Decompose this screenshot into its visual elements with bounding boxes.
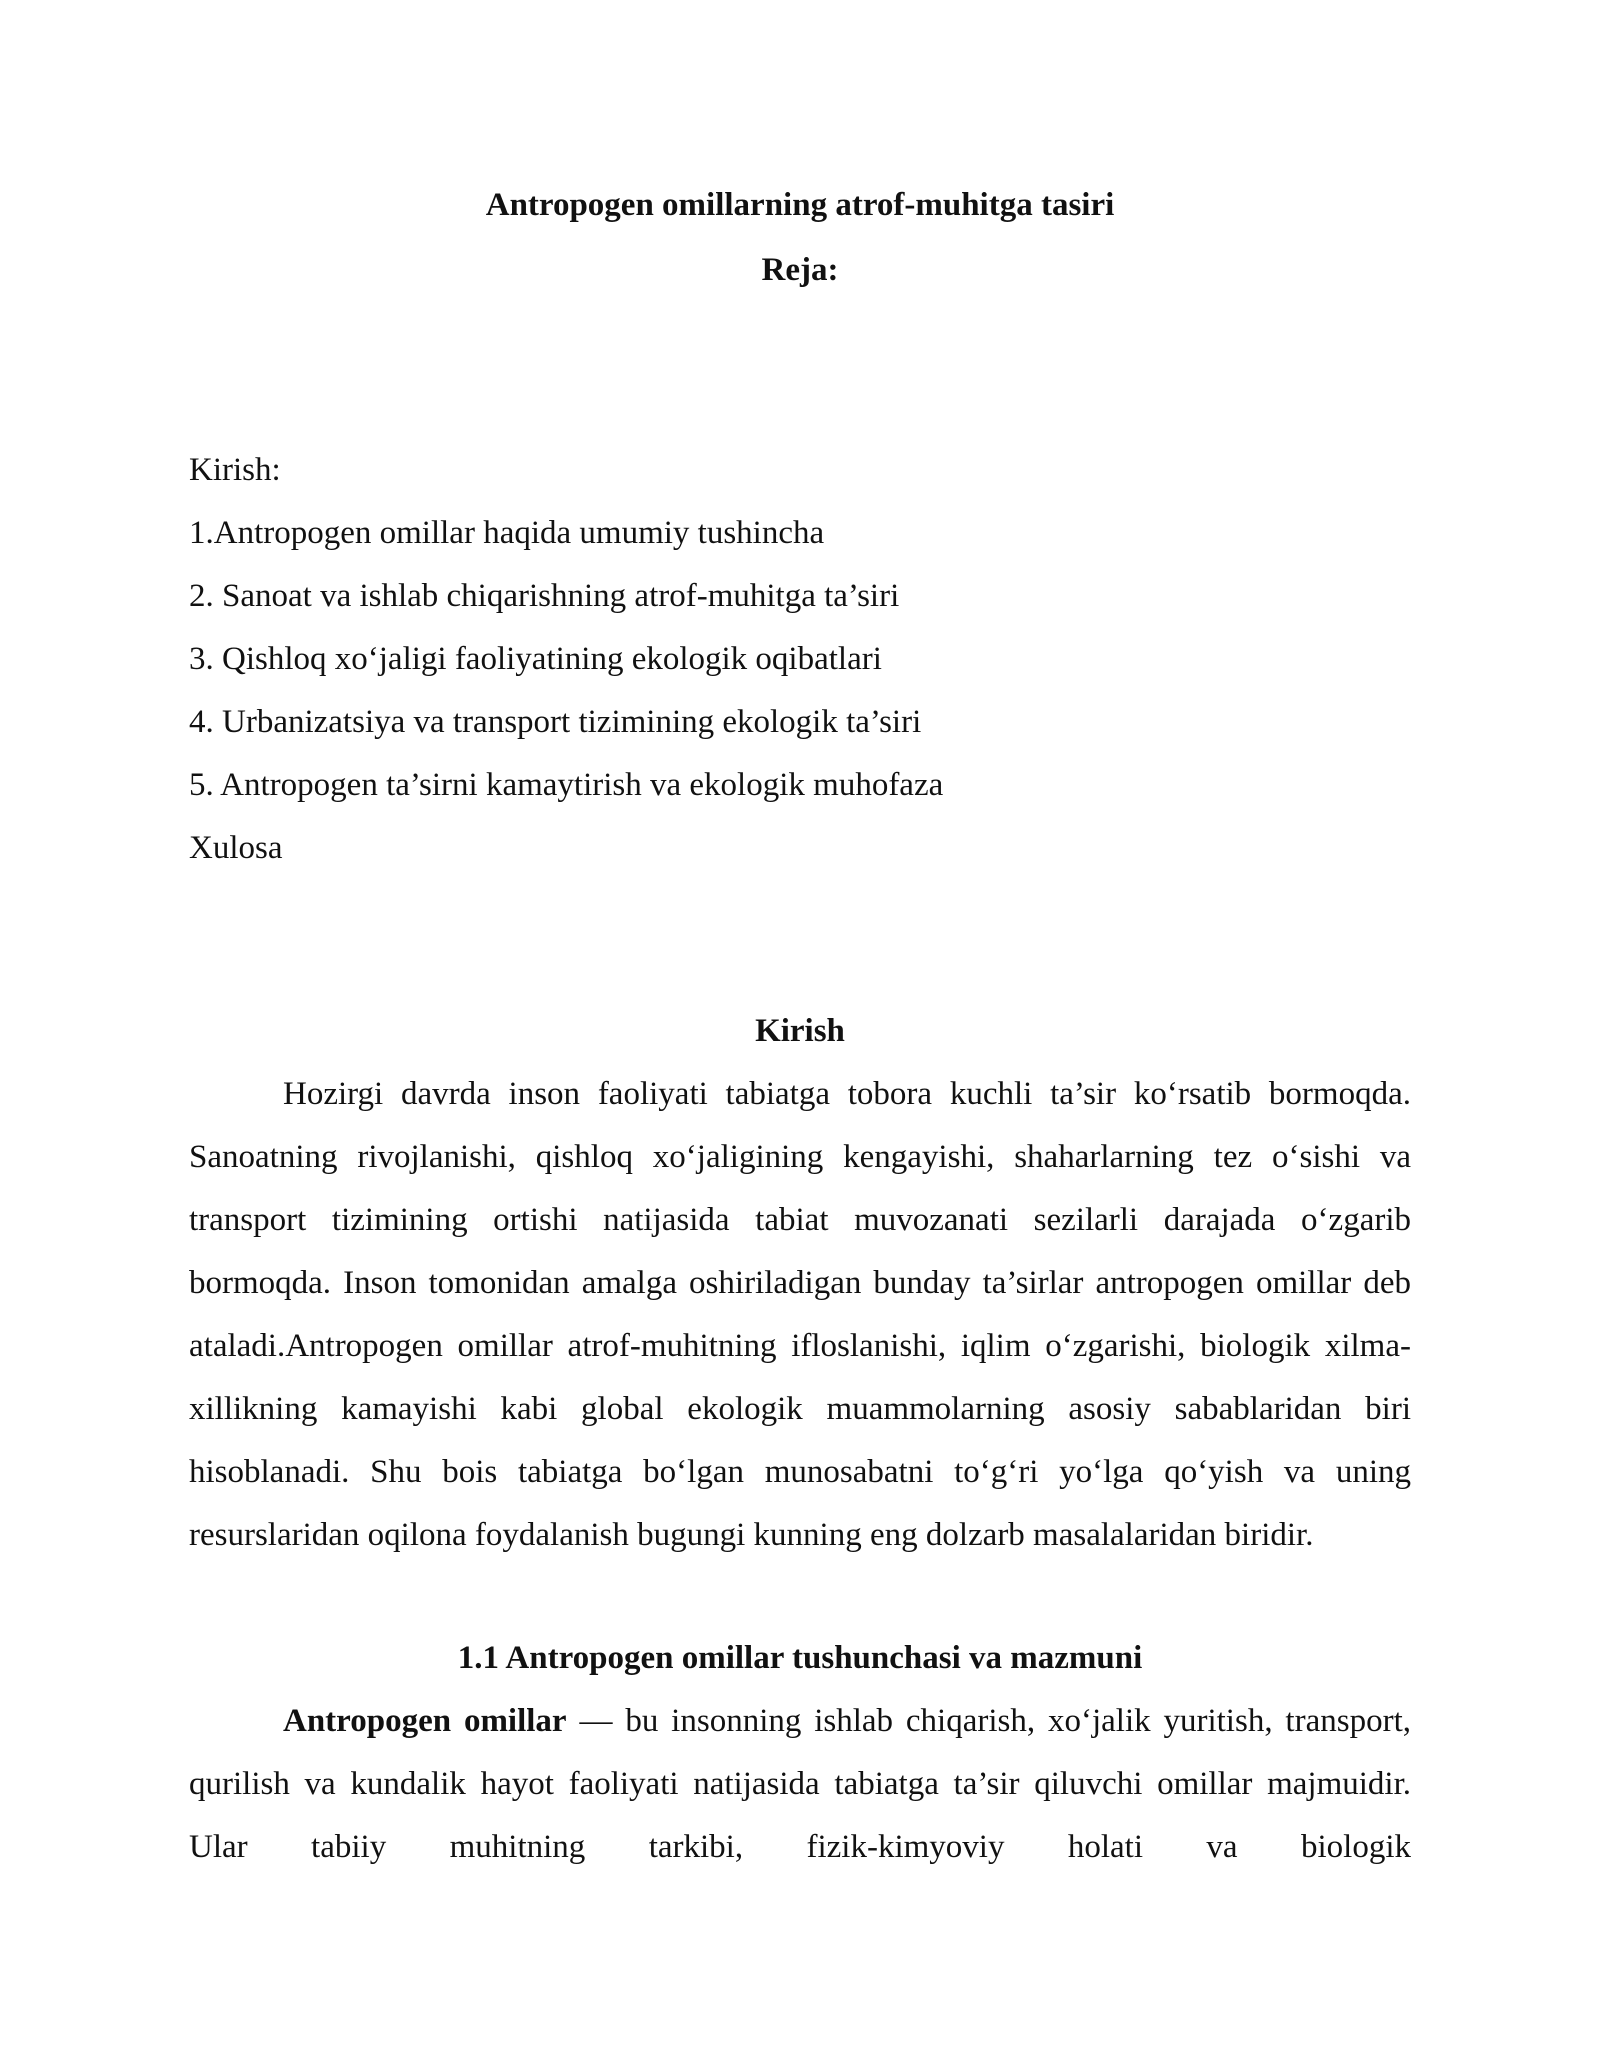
plan-item-5: 5. Antropogen ta’sirni kamaytirish va ekologik muhofaza — [189, 767, 944, 803]
section-1-1-body — [189, 1690, 1411, 1879]
plan-item-2: 2. Sanoat va ishlab chiqarishning atrof-muhitga ta’siri — [189, 578, 900, 614]
plan-item-1: 1.Antropogen omillar haqida umumiy tushincha — [189, 515, 825, 551]
plan-item-4: 4. Urbanizatsiya va transport tizimining ekologik ta’siri — [189, 704, 922, 740]
plan-list — [189, 439, 1409, 880]
document-title: Antropogen omillarning atrof-muhitga tasiri — [485, 187, 1115, 223]
section-1-1-heading: 1.1 Antropogen omillar tushunchasi va mazmuni — [457, 1640, 1143, 1676]
intro-heading: Kirish — [755, 1013, 845, 1049]
plan-heading: Reja: — [761, 252, 839, 288]
section-1-1-paragraph — [189, 1690, 1411, 1879]
section-1-1-text: — bu insonning ishlab chiqarish, xo‘jalik yuritish, transport, qurilish va kundalik hayot faoliyati natijasida tabiatga ta’sir qiluvchi omillar majmuidir. Ular tabiiy muhitning tarkibi, fizik-kimyoviy holati va biologik — [189, 1703, 1411, 1865]
term-antropogen-omillar: Antropogen omillar — [283, 1703, 567, 1739]
intro-section — [189, 1063, 1411, 1567]
plan-item-3: 3. Qishloq xo‘jaligi faoliyatining ekologik oqibatlari — [189, 641, 882, 677]
plan-item-intro: Kirish: — [189, 452, 281, 488]
intro-paragraph: Hozirgi davrda inson faoliyati tabiatga tobora kuchli ta’sir ko‘rsatib bormoqda. Sanoatning rivojlanishi, qishloq xo‘jaligining kengayishi, shaharlarning tez o‘sishi va transport tizimining ortishi natijasida tabiat muvozanati sezilarli darajada o‘zgarib bormoqda. Inson tomonidan amalga oshiriladigan bunday ta’sirlar antropogen omillar deb ataladi.Antropogen omillar atrof-muhitning ifloslanishi, iqlim o‘zgarishi, biologik xilma-xillikning kamayishi kabi global ekologik muammolarning asosiy sabablaridan biri hisoblanadi. Shu bois tabiatga bo‘lgan munosabatni to‘g‘ri yo‘lga qo‘yish va uning resurslaridan oqilona foydalanish bugungi kunning eng dolzarb masalalaridan biridir. — [189, 1076, 1411, 1553]
plan-item-conclusion: Xulosa — [189, 830, 283, 866]
